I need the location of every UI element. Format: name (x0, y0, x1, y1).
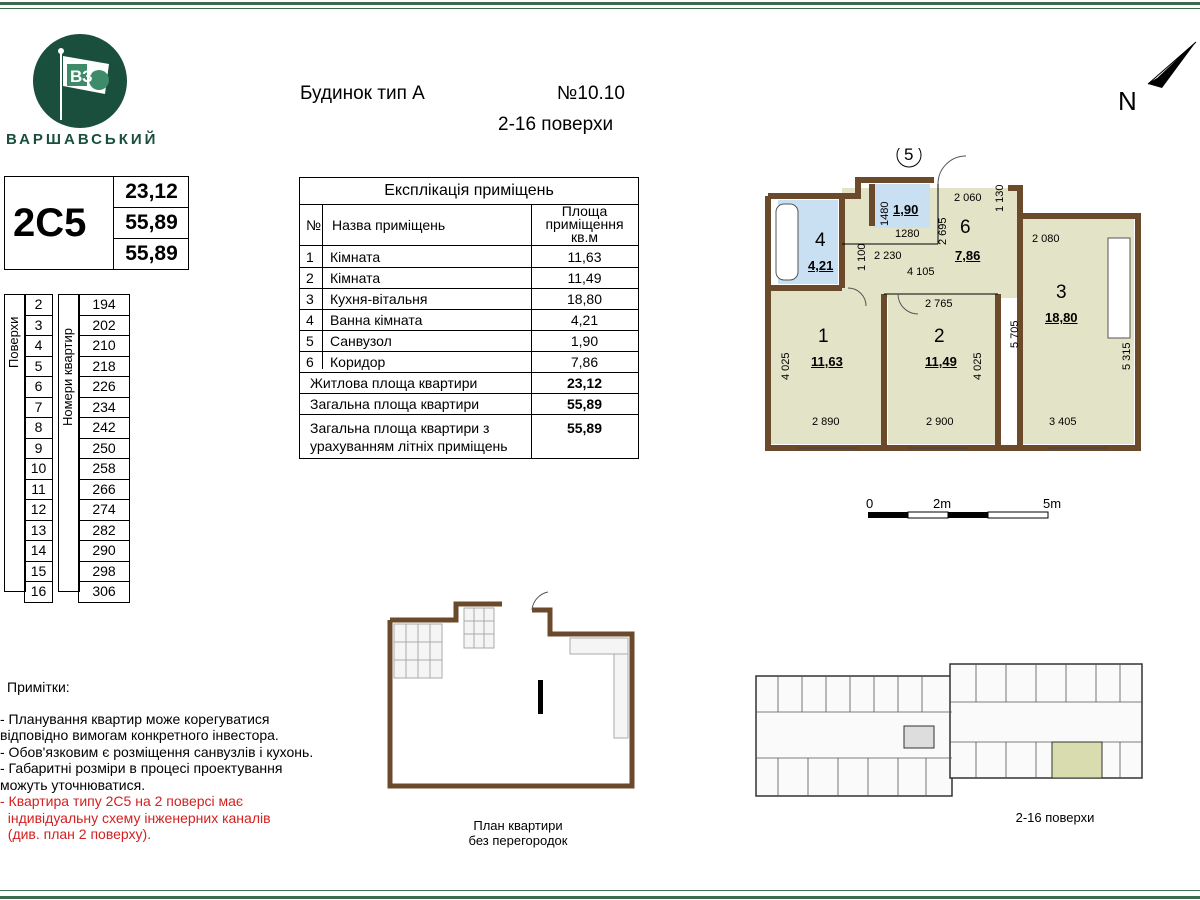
row-name: Кімната (330, 249, 381, 265)
dim-label: 5 705 (1009, 320, 1021, 348)
floor-plan-caption: 2-16 поверхи (1015, 810, 1095, 825)
living-label: Житлова площа квартири (310, 375, 478, 391)
bottom-frame-line-inner (0, 890, 1200, 891)
row-area: 7,86 (570, 354, 599, 370)
room-1-area: 11,63 (811, 354, 843, 369)
scale-zero: 0 (866, 496, 874, 511)
north-label: N (1118, 86, 1137, 116)
total-area-row (300, 393, 638, 415)
apartment-cell: 202 (79, 316, 129, 337)
explication-row (300, 246, 638, 268)
explication-title: Експлікація приміщень (300, 178, 638, 205)
open-floor-plan (382, 588, 640, 794)
dim-label: 4 025 (972, 352, 984, 380)
row-no: 4 (306, 312, 314, 328)
col-no: № (306, 217, 322, 233)
dim-label: 2 765 (925, 298, 953, 310)
logo-letters: ВЗ (70, 67, 93, 86)
floor-cell: 8 (25, 418, 52, 439)
row-name: Кімната (330, 270, 381, 286)
row-area: 4,21 (570, 312, 599, 328)
apartment-cell: 298 (79, 562, 129, 583)
room-3-number: 3 (1056, 282, 1067, 303)
row-no: 2 (306, 270, 314, 286)
floor-cell: 2 (25, 295, 52, 316)
dim-label: 2 695 (937, 217, 949, 245)
row-name: Ванна кімната (330, 312, 423, 328)
col-area-line3: кв.м (570, 229, 599, 245)
building-type: Будинок тип А (300, 83, 425, 104)
room-1-number: 1 (818, 326, 829, 347)
row-no: 3 (306, 291, 314, 307)
floor-cell: 11 (25, 480, 52, 501)
dim-label: 4 105 (907, 266, 935, 278)
open-plan-caption (438, 818, 598, 848)
floor-cell: 7 (25, 398, 52, 419)
living-area-value: 23,12 (125, 180, 178, 203)
room-4-number: 4 (815, 230, 826, 251)
explication-row (300, 267, 638, 289)
dim-label: 5 315 (1121, 342, 1133, 370)
scale-bar (868, 511, 1078, 519)
explication-row (300, 309, 638, 331)
row-no: 6 (306, 354, 314, 370)
apartment-cell: 242 (79, 418, 129, 439)
apartment-type-code: 2С5 (13, 201, 87, 245)
floor-cell: 10 (25, 459, 52, 480)
room-2-area: 11,49 (925, 354, 957, 369)
dim-label: 3 405 (1049, 416, 1077, 428)
total-area-value: 55,89 (114, 207, 189, 238)
room-5-area: 1,90 (893, 202, 919, 217)
apartment-type-box (4, 176, 189, 270)
dim-label: 1280 (895, 228, 920, 240)
apartment-cell: 258 (79, 459, 129, 480)
dim-label: 1 130 (994, 184, 1006, 212)
scale-5m: 5m (1043, 496, 1062, 511)
floors-column (24, 294, 53, 603)
dim-label: 1 100 (856, 243, 868, 271)
bottom-frame-line (0, 896, 1200, 899)
note-warning-line: індивідуальну схему інженерних каналів (0, 809, 271, 826)
apartment-cell: 226 (79, 377, 129, 398)
row-area: 11,49 (567, 270, 602, 286)
col-area-line2: приміщення (545, 216, 624, 232)
note-line: відповідно вимогам конкретного інвестора. (0, 727, 279, 743)
note-line: - Обов'язковим є розміщення санвузлів і кухонь. (0, 743, 314, 760)
floor-cell: 15 (25, 562, 52, 583)
dim-label: 2 080 (1032, 233, 1060, 245)
scale-2m: 2m (933, 496, 952, 511)
note-line: - Габаритні розміри в процесі проектування (0, 760, 283, 776)
brand-name: ВАРШАВСЬКИЙ (6, 131, 159, 148)
floors-label: Поверхи (6, 316, 21, 368)
open-plan-caption-line1: План квартири (473, 818, 563, 833)
building-number: №10.10 (557, 83, 625, 104)
room-3-area: 18,80 (1045, 310, 1078, 325)
summer-value: 55,89 (566, 420, 603, 436)
total-label: Загальна площа квартири (310, 396, 480, 412)
row-no: 1 (306, 249, 314, 265)
floor-cell: 3 (25, 316, 52, 337)
room-6-area: 7,86 (955, 248, 981, 263)
apartment-cell: 274 (79, 500, 129, 521)
row-area: 11,63 (567, 249, 602, 265)
row-no: 5 (306, 333, 314, 349)
apartment-cell: 234 (79, 398, 129, 419)
explication-header (300, 205, 638, 246)
dim-label: 2 900 (926, 416, 954, 428)
apartment-cell: 266 (79, 480, 129, 501)
floor-cell: 12 (25, 500, 52, 521)
floor-cell: 4 (25, 336, 52, 357)
dim-label: 2 060 (954, 192, 982, 204)
note-warning-line: - Квартира типу 2С5 на 2 поверсі має (0, 793, 244, 809)
col-area-line1: Площа (561, 203, 608, 219)
col-area (531, 205, 638, 244)
room-callout-5: 5 (904, 145, 914, 164)
row-area: 1,90 (570, 333, 599, 349)
total-summer-area-value: 55,89 (114, 238, 189, 269)
notes (0, 679, 313, 843)
floor-cell: 16 (30, 583, 47, 599)
dim-label: 1480 (879, 201, 891, 226)
summer-label (310, 419, 508, 455)
top-frame-line (0, 2, 1200, 5)
brand-logo (33, 34, 127, 128)
apartment-cell: 290 (79, 541, 129, 562)
summer-label-line2: урахуванням літніх приміщень (310, 438, 508, 454)
dim-label: 4 025 (780, 352, 792, 380)
explication-row (300, 351, 638, 373)
apartment-cell: 194 (79, 295, 129, 316)
floor-cell: 5 (25, 357, 52, 378)
floor-cell: 9 (25, 439, 52, 460)
dim-label: 2 230 (874, 250, 902, 262)
dim-label: 2 890 (812, 416, 840, 428)
row-area: 18,80 (566, 291, 603, 307)
col-name: Назва приміщень (332, 217, 446, 233)
apartment-cell: 210 (79, 336, 129, 357)
room-6-number: 6 (960, 217, 971, 238)
living-value: 23,12 (566, 375, 603, 391)
row-name: Кухня-вітальня (330, 291, 428, 307)
row-name: Санвузол (330, 333, 392, 349)
apartment-cell: 306 (92, 583, 116, 599)
floor-key-plan (754, 662, 1146, 800)
floor-cell: 14 (25, 541, 52, 562)
note-line: - Планування квартир може корегуватися (0, 710, 270, 727)
apartment-cell: 282 (79, 521, 129, 542)
explication-table (299, 177, 639, 459)
apartments-column (78, 294, 130, 603)
note-line: можуть уточнюватися. (0, 776, 146, 793)
explication-row (300, 288, 638, 310)
floor-cell: 6 (25, 377, 52, 398)
total-value: 55,89 (566, 396, 603, 412)
floors-range: 2-16 поверхи (498, 114, 614, 135)
notes-title: Примітки: (7, 679, 70, 695)
summer-label-line1: Загальна площа квартири з (310, 420, 490, 436)
top-frame-line-inner (0, 8, 1200, 9)
row-name: Коридор (330, 354, 386, 370)
apts-label: Номери квартир (60, 328, 75, 426)
floor-cell: 13 (25, 521, 52, 542)
apartment-cell: 250 (79, 439, 129, 460)
room-4-area: 4,21 (808, 258, 834, 273)
apartment-cell: 218 (79, 357, 129, 378)
room-2-number: 2 (934, 326, 945, 347)
note-warning-line: (див. план 2 поверху). (0, 826, 152, 842)
open-plan-caption-line2: без перегородок (468, 833, 568, 848)
apartment-areas (113, 177, 189, 269)
living-area-row (300, 372, 638, 394)
explication-row (300, 330, 638, 352)
